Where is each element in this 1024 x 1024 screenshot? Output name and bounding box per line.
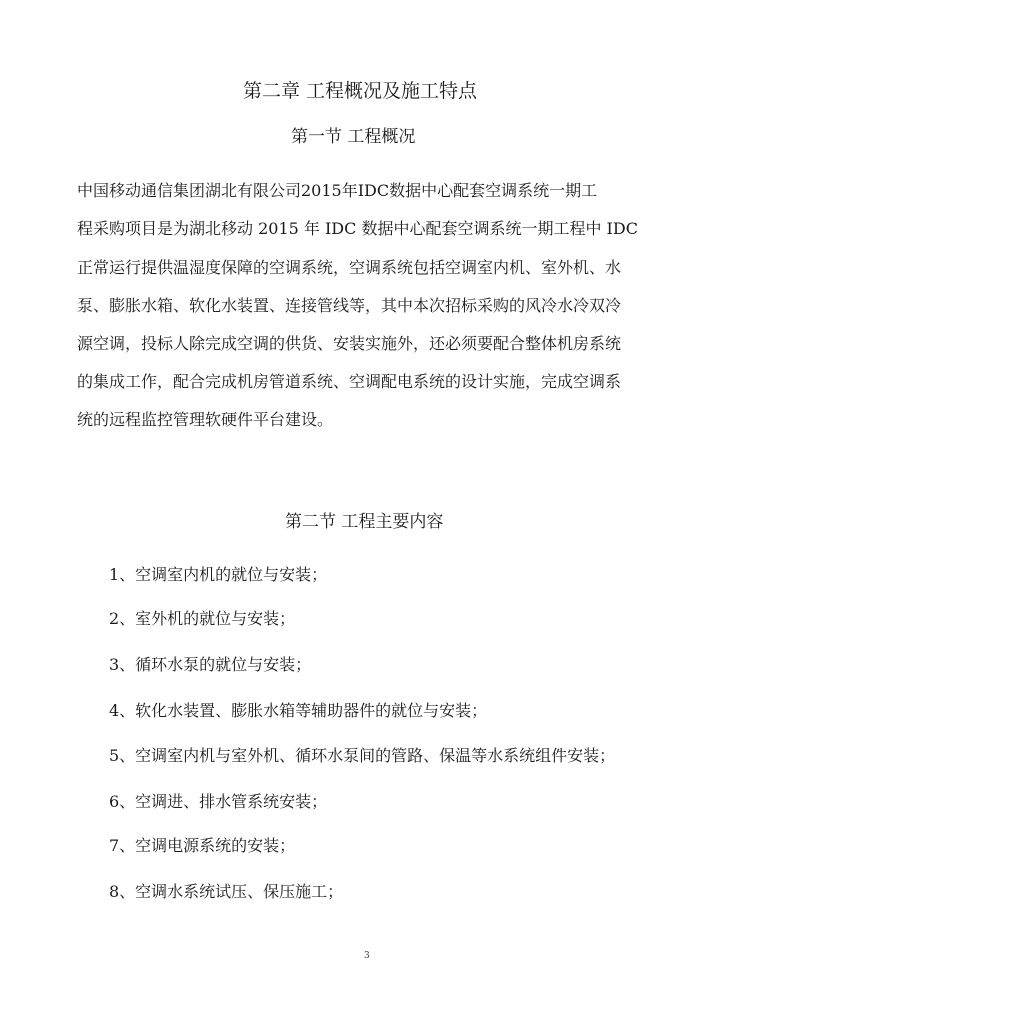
- paragraph-line: 程采购项目是为湖北移动 2015 年 IDC 数据中心配套空调系统一期工程中 IDC: [77, 219, 638, 238]
- list-item: 4、软化水装置、膨胀水箱等辅助器件的就位与安装；: [109, 701, 488, 720]
- paragraph-line: 泵、膨胀水箱、软化水装置、连接管线等，其中本次招标采购的风冷水冷双冷: [77, 296, 622, 315]
- list-item: 6、空调进、排水管系统安装；: [109, 792, 328, 811]
- list-item: 5、空调室内机与室外机、循环水泵间的管路、保温等水系统组件安装；: [109, 746, 616, 765]
- paragraph-line: 统的远程监控管理软硬件平台建设。: [77, 410, 334, 429]
- list-item: 7、空调电源系统的安装；: [109, 836, 296, 855]
- page-number: 3: [364, 951, 370, 961]
- list-item: 3、循环水泵的就位与安装；: [109, 655, 312, 674]
- section-title: 第二节 工程主要内容: [285, 512, 444, 532]
- paragraph-line: 正常运行提供温湿度保障的空调系统，空调系统包括空调室内机、室外机、水: [77, 258, 622, 277]
- list-item: 2、室外机的就位与安装；: [109, 609, 296, 628]
- paragraph-line: 源空调，投标人除完成空调的供货、安装实施外，还必须要配合整体机房系统: [77, 334, 622, 353]
- list-item: 1、空调室内机的就位与安装；: [109, 565, 328, 584]
- list-item: 8、空调水系统试压、保压施工；: [109, 882, 344, 901]
- paragraph-line: 的集成工作，配合完成机房管道系统、空调配电系统的设计实施，完成空调系: [77, 372, 622, 391]
- paragraph-line: 中国移动通信集团湖北有限公司2015年IDC数据中心配套空调系统一期工: [77, 181, 598, 200]
- chapter-title: 第二章 工程概况及施工特点: [243, 80, 478, 102]
- section-title: 第一节 工程概况: [291, 127, 416, 147]
